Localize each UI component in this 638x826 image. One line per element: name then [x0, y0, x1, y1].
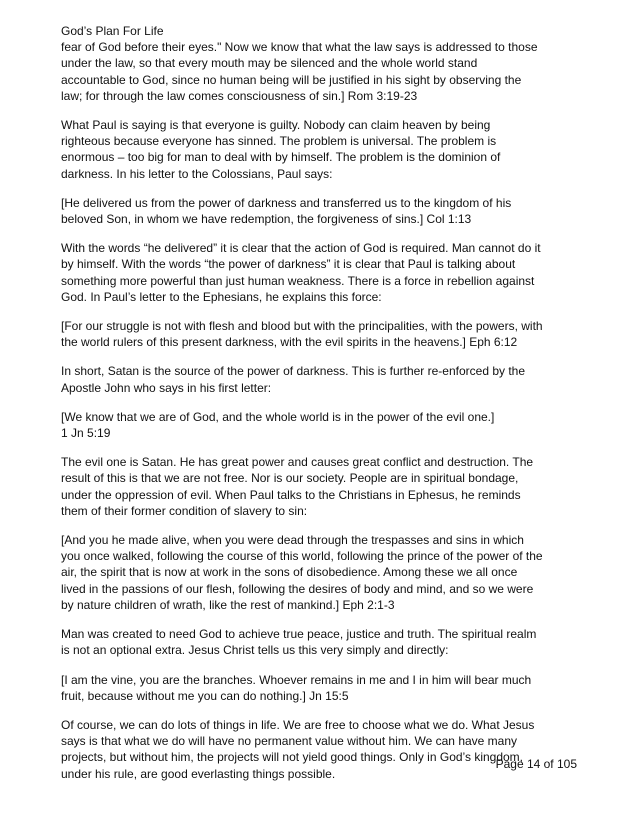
paragraph-romans-quote: fear of God before their eyes." Now we know that what the law says is addressed to those under the law, so that every mouth may be silenced and the whole world stand accountable to God, since no human being will be justified in his sight by observing the law; for through the law comes consciousness of sin.] Rom 3:19-23	[61, 40, 538, 103]
paragraph-man-created: Man was created to need God to achieve true peace, justice and truth. The spiritual realm is not an optional extra. Jesus Christ tells us this very simply and directly:	[61, 627, 537, 658]
paragraph-colossians-quote: [He delivered us from the power of darkness and transferred us to the kingdom of his beloved Son, in whom we have redemption, the forgiveness of sins.] Col 1:13	[61, 195, 512, 227]
paragraph-ephesians-6-quote: [For our struggle is not with flesh and blood but with the principalities, with the powers, with the world rulers of this present darkness, with the evil spirits in the heavens.] Eph 6:12	[61, 319, 543, 350]
page-number: Page 14 of 105	[495, 757, 577, 771]
running-header: God’s Plan For Life	[61, 24, 164, 38]
paragraph-evil-one: The evil one is Satan. He has great power and causes great conflict and destruction. The result of this is that we are not free. Nor is our society. People are in spiritual bondage, under the oppression of evil. When Paul talks to the Christians in Ephesus, he reminds them of their former condition of slavery to sin:	[61, 455, 534, 518]
paragraph-satan-source: In short, Satan is the source of the power of darkness. This is further re-enforced by the Apostle John who says in his first letter:	[61, 364, 526, 395]
paragraph-ephesians-2-quote: [And you he made alive, when you were dead through the trespasses and sins in which you once walked, following the course of this world, following the prince of the power of the air, the spirit that is now at work in the sons of disobedience. Among these we all once lived in the passions of our flesh, following the desires of body and mind, and so we were by nature children of wrath, like the rest of mankind.] Eph 2:1-3	[61, 533, 543, 612]
paragraph-1-john-quote: [We know that we are of God, and the whole world is in the power of the evil one.] 1 Jn 5:19	[61, 409, 495, 441]
paragraph-everyone-guilty: What Paul is saying is that everyone is guilty. Nobody can claim heaven by being righteous because everyone has sinned. The problem is universal. The problem is enormous – too big for man to deal with by himself. The problem is the dominion of darkness. In his letter to the Colossians, Paul says:	[61, 118, 501, 181]
page-content	[61, 23, 593, 795]
paragraph-he-delivered: With the words “he delivered” it is clear that the action of God is required. Man cannot do it by himself. With the words “the power of darkness” it is clear that Paul is talking about something more powerful than just human weakness. There is a force in rebellion against God. In Paul’s letter to the Ephesians, he explains this force:	[61, 241, 541, 304]
paragraph-john-15-quote: [I am the vine, you are the branches. Whoever remains in me and I in him will bear much fruit, because without me you can do nothing.] Jn 15:5	[61, 672, 532, 703]
paragraph-of-course: Of course, we can do lots of things in life. We are free to choose what we do. What Jesus says is that what we do will have no permanent value without him. We can have many projects, but without him, the projects will not yield good things. Only in God’s kingdom, under his rule, are good everlasting things possible.	[61, 717, 535, 781]
